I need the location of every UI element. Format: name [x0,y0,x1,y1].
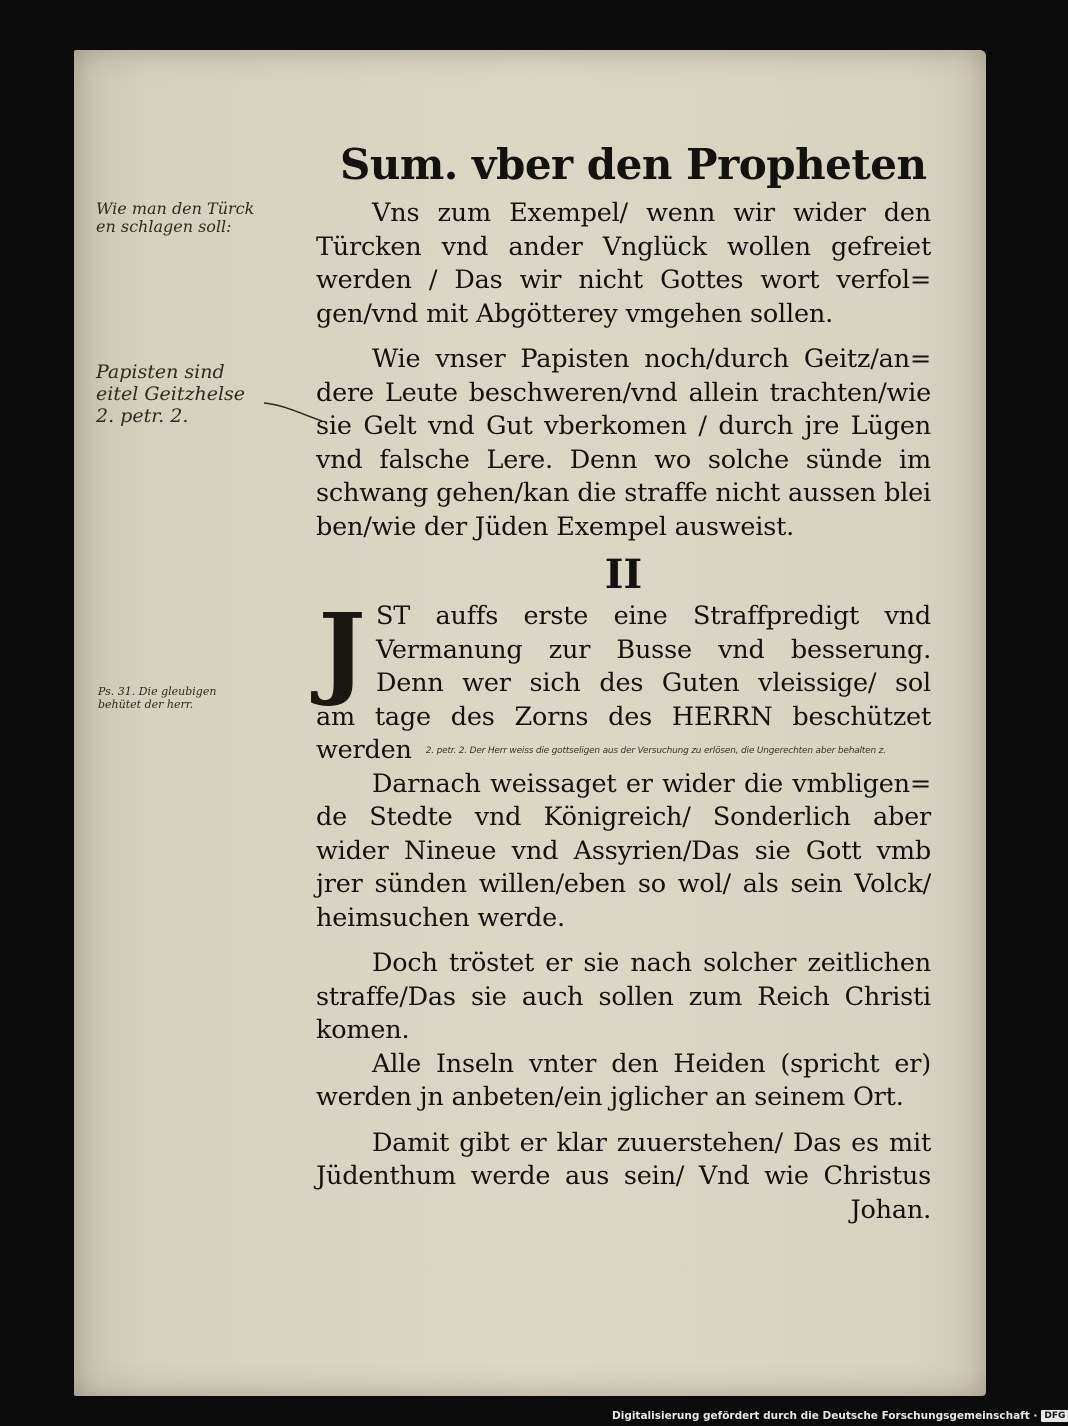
margin-note-line: Wie man den Türck [96,199,255,218]
text-line: Damit gibt er klar zuuerstehen/ Das es mit [372,1127,931,1158]
margin-note-line: Papisten sind [96,361,225,383]
margin-note-psalm [98,686,216,711]
paragraph-4 [316,947,931,1048]
paragraph-1 [316,197,931,331]
paragraph-6 [316,1127,931,1228]
main-text [316,140,931,1227]
text-line: wider Nineue vnd Assyrien/Das sie Gott vmb [316,835,931,866]
text-line: jrer sünden willen/eben so wol/ als sein Volck/ [316,869,931,899]
margin-note-line: behütet der herr. [98,697,194,711]
margin-note-line: Ps. 31. Die gleubigen [98,685,217,698]
text-line: ST auffs erste eine Straffpredigt vnd [376,601,931,631]
section-2 [316,591,931,768]
paragraph-2 [316,343,931,544]
text-line: Doch tröstet er sie nach solcher zeitlichen [372,948,931,978]
text-line: komen. [316,1015,410,1045]
text-line: am tage des Zorns des HERRN beschützet [316,701,931,732]
text-line: vnd falsche Lere. Denn wo solche sünde im [316,444,931,475]
text-word: werden [316,735,412,765]
text-line: Jüdenthum werde aus sein/ Vnd wie Christus [316,1161,931,1191]
text-line: dere Leute beschweren/vnd allein trachten/wie [316,377,931,408]
text-line: sie Gelt vnd Gut vberkomen / durch jre Lügen [316,411,931,441]
catchword: Johan. [850,1194,931,1225]
margin-note-turks [96,200,254,237]
margin-note-line: eitel Geitzhelse [96,382,246,405]
running-headline: Sum. vber den Propheten [340,140,927,189]
text-line: werden jn anbeten/ein jglicher an seinem Ort. [316,1082,904,1112]
text-line: schwang gehen/kan die straffe nicht aussen blei [316,478,931,508]
text-line: ben/wie der Jüden Exempel ausweist. [316,511,795,542]
text-line: de Stedte vnd Königreich/ Sonderlich aber [316,802,931,832]
chapter-numeral: II [604,551,643,598]
text-line: heimsuchen werde. [316,902,565,933]
margin-note-line: 2. petr. 2. [96,404,189,427]
drop-cap-initial: J [318,591,366,709]
interlinear-handwritten-note: 2. petr. 2. Der Herr weiss die gottseligen aus der Versuchung zu erlösen, die Ungerechten aber behalten z. [425,746,886,756]
margin-note-connector-line [264,395,324,425]
text-line: Denn wer sich des Guten vleissige/ sol [376,668,931,698]
paragraph-5 [316,1048,931,1115]
text-line: Darnach weissaget er wider die vmbligen= [372,768,931,799]
paragraph-3 [316,768,931,936]
text-line: straffe/Das sie auch sollen zum Reich Christi [316,981,931,1012]
text-line: Alle Inseln vnter den Heiden (spricht er) [372,1048,931,1079]
margin-note-papists [96,362,245,428]
margin-note-line: en schlagen soll: [96,217,232,237]
credit-text: Digitalisierung gefördert durch die Deutsche Forschungsgemeinschaft · [612,1410,1038,1422]
text-line: gen/vnd mit Abgötterey vmgehen sollen. [316,298,833,329]
text-line-with-annotation [316,734,931,768]
text-line: werden / Das wir nicht Gottes wort verfol= [316,265,931,295]
digitization-credit [612,1410,1068,1422]
text-line: Türcken vnd ander Vnglück wollen gefreiet [316,231,931,262]
text-line: Vermanung zur Busse vnd besserung. [376,634,931,665]
text-line: Vns zum Exempel/ wenn wir wider den [372,198,931,228]
dfg-logo-icon: DFG [1041,1410,1068,1422]
book-page [74,50,986,1396]
text-line: Wie vnser Papisten noch/durch Geitz/an= [372,344,931,374]
dropcap-lines [316,591,931,709]
